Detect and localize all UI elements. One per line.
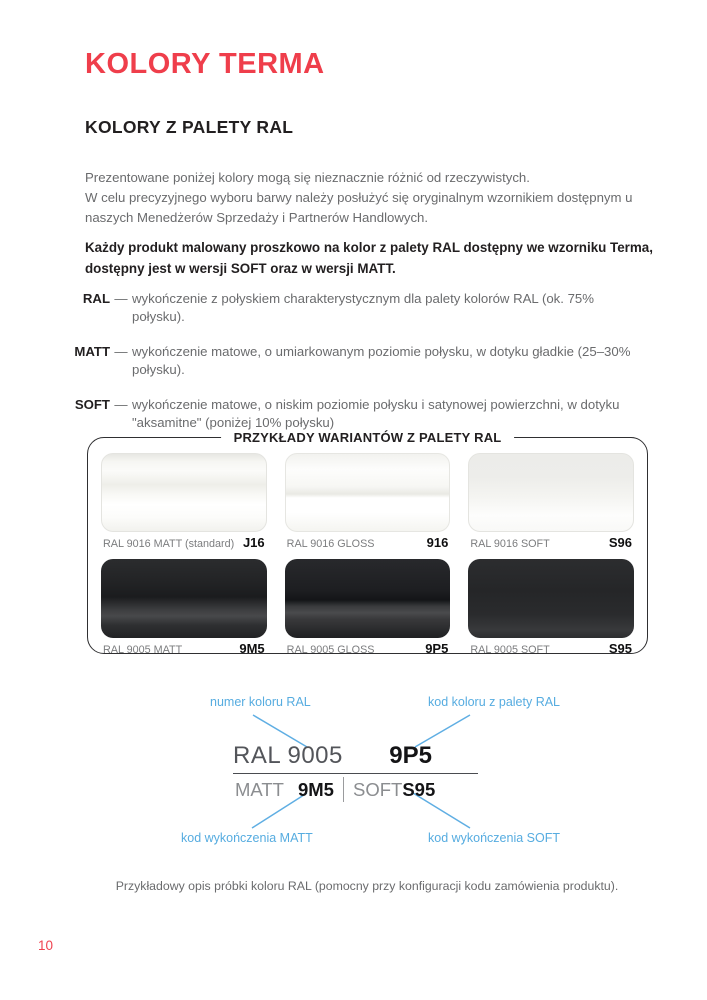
swatch-code: J16 xyxy=(242,535,265,550)
swatch-label xyxy=(468,535,634,550)
color-swatch-black-matt xyxy=(101,559,267,638)
ral-examples-box xyxy=(87,430,648,656)
color-swatch-white-matt xyxy=(101,453,267,532)
definition-desc: wykończenie matowe, o umiarkowanym poziomie połysku, w dotyku gładkie (25–30% połysku). xyxy=(132,344,631,377)
matt-code-text: 9M5 xyxy=(297,778,334,800)
swatch-grid xyxy=(88,438,647,656)
page-title: KOLORY TERMA xyxy=(85,48,325,80)
finish-definitions xyxy=(58,290,658,449)
definition-matt xyxy=(58,343,658,379)
swatch-name: RAL 9005 MATT xyxy=(103,644,183,656)
swatch-card-ral9005-gloss xyxy=(285,559,451,656)
swatch-label xyxy=(101,535,267,550)
callout-matt-code: kod wykończenia MATT xyxy=(181,831,313,845)
code-row-finishes xyxy=(233,774,478,802)
color-swatch-white-gloss xyxy=(285,453,451,532)
swatch-card-ral9005-soft xyxy=(468,559,634,656)
definition-term: SOFT xyxy=(74,397,110,412)
swatch-name: RAL 9005 GLOSS xyxy=(286,644,375,656)
swatch-card-ral9005-matt xyxy=(101,559,267,656)
swatch-label xyxy=(285,535,451,550)
swatch-code: S96 xyxy=(608,535,632,550)
intro-line-2: W celu precyzyjnego wyboru barwy należy posłużyć się oryginalnym wzornikiem dostępnym u naszych Menedżerów Sprzedaży i Partnerów Handlowych. xyxy=(85,190,633,225)
section-title: KOLORY Z PALETY RAL xyxy=(85,117,294,137)
swatch-code: S95 xyxy=(608,641,632,656)
definition-desc: wykończenie z połyskiem charakterystycznym dla palety kolorów RAL (ok. 75% połysku). xyxy=(132,291,594,324)
swatch-code: 916 xyxy=(426,535,449,550)
diagram-caption: Przykładowy opis próbki koloru RAL (pomocny przy konfiguracji kodu zamówienia produktu). xyxy=(115,879,619,893)
swatch-card-ral9016-gloss xyxy=(285,453,451,550)
page-number: 10 xyxy=(38,938,54,953)
code-row-ral xyxy=(233,742,478,770)
callout-ral-code: kod koloru z palety RAL xyxy=(428,695,561,709)
swatch-label xyxy=(101,641,267,656)
intro-paragraph xyxy=(85,168,663,228)
definition-term: MATT xyxy=(74,344,110,359)
color-swatch-black-gloss xyxy=(285,559,451,638)
definition-dash: — xyxy=(114,291,128,306)
callout-ral-number: numer koloru RAL xyxy=(210,695,311,709)
definition-term: RAL xyxy=(82,291,110,306)
callout-soft-code: kod wykończenia SOFT xyxy=(428,831,560,845)
definition-ral xyxy=(58,290,658,326)
examples-box-legend: PRZYKŁADY WARIANTÓW Z PALETY RAL xyxy=(221,430,515,445)
intro-line-1: Prezentowane poniżej kolory mogą się nieznacznie różnić od rzeczywistych. xyxy=(85,170,530,185)
definition-dash: — xyxy=(114,344,128,359)
soft-label: SOFT xyxy=(352,778,403,800)
definition-dash: — xyxy=(114,397,128,412)
sample-code-block xyxy=(233,742,478,802)
matt-label: MATT xyxy=(235,778,284,800)
color-swatch-black-soft xyxy=(468,559,634,638)
color-swatch-white-soft xyxy=(468,453,634,532)
vertical-divider xyxy=(343,777,344,802)
definition-desc: wykończenie matowe, o niskim poziomie połysku i satynowej powierzchni, w dotyku "aksamitne" (poniżej 10% połysku) xyxy=(132,397,620,430)
swatch-name: RAL 9016 MATT (standard) xyxy=(103,538,235,550)
color-code-diagram xyxy=(150,690,570,855)
swatch-code: 9M5 xyxy=(239,641,265,656)
ral-number-text: RAL 9005 xyxy=(233,742,343,769)
swatch-card-ral9016-soft xyxy=(468,453,634,550)
swatch-code: 9P5 xyxy=(425,641,449,656)
swatch-name: RAL 9016 SOFT xyxy=(470,538,550,550)
soft-code-text: S95 xyxy=(402,778,436,800)
swatch-name: RAL 9016 GLOSS xyxy=(286,538,375,550)
swatch-card-ral9016-matt xyxy=(101,453,267,550)
swatch-label xyxy=(285,641,451,656)
definition-soft xyxy=(58,396,658,432)
ral-code-text: 9P5 xyxy=(389,742,432,769)
swatch-label xyxy=(468,641,634,656)
swatch-name: RAL 9005 SOFT xyxy=(470,644,550,656)
bold-note: Każdy produkt malowany proszkowo na kolor z palety RAL dostępny we wzorniku Terma, dostępny jest w wersji SOFT oraz w wersji MATT. xyxy=(85,240,653,276)
